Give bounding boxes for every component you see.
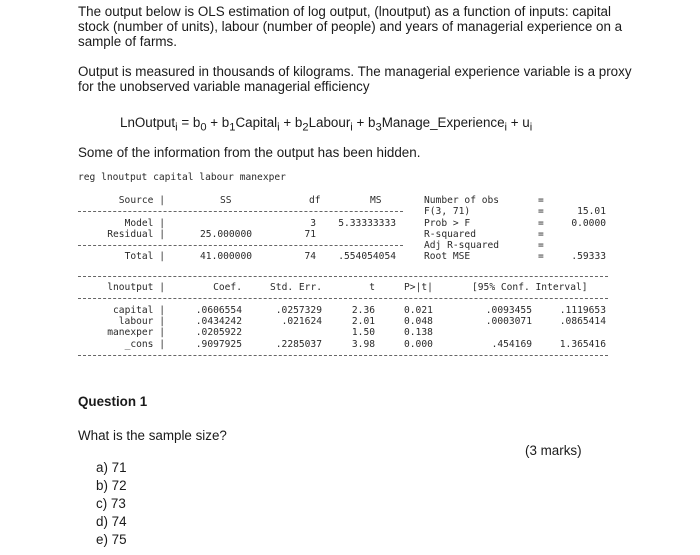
fit-value: .59333: [571, 251, 606, 263]
fit-label: Number of obs: [424, 195, 500, 206]
answer-option-a[interactable]: a) 71: [96, 460, 127, 475]
answer-option-e[interactable]: e) 75: [96, 532, 127, 547]
answer-option-b[interactable]: b) 72: [96, 478, 127, 493]
coef-value: .0434242: [195, 315, 242, 327]
anova-header-row: [78, 195, 638, 206]
t-value: 3.98: [351, 338, 375, 350]
fit-eq: =: [538, 195, 544, 206]
anova-ms: .554054054: [338, 251, 396, 263]
fit-value: 0.0000: [571, 217, 606, 229]
p-value: 0.000: [404, 338, 433, 350]
coef-value: .0205922: [195, 327, 242, 339]
equation-term: Labour: [308, 115, 351, 130]
stata-command: reg lnoutput capital labour manexper: [78, 172, 286, 183]
se-value: .021624: [281, 315, 322, 327]
equation-sub: i: [350, 121, 353, 134]
equation-sub: 0: [200, 121, 207, 134]
table-divider: [78, 245, 403, 246]
ci-low: .0093455: [485, 304, 532, 316]
question-title: Question 1: [78, 394, 148, 409]
anova-separator-row: [78, 206, 638, 217]
coef-row: [78, 339, 638, 350]
equation-sub: 2: [302, 121, 309, 134]
t-value: 2.36: [351, 304, 375, 316]
anova-residual-row: [78, 229, 638, 240]
se-header: Std. Err.: [270, 282, 322, 294]
equation-term: + b: [206, 115, 230, 130]
equation-sub: i: [504, 121, 508, 134]
coef-var: manexper |: [107, 327, 165, 339]
ms-header: MS: [370, 195, 382, 206]
coef-var: _cons |: [124, 338, 165, 350]
coef-value: .9097925: [195, 338, 242, 350]
coef-header: Coef.: [213, 282, 242, 294]
fit-label: F(3, 71): [424, 206, 471, 218]
intro-paragraph: The output below is OLS estimation of log output, (lnoutput) as a function of inputs: capital stock (number of units), labour (number of people) and years of managerial experience on a sample of farms.: [78, 4, 623, 49]
t-value: 2.01: [351, 315, 375, 327]
hidden-info-note: Some of the information from the output has been hidden.: [78, 145, 421, 160]
coef-header-rule: [78, 293, 638, 304]
ci-low: .454169: [491, 338, 532, 350]
p-header: P>|t|: [404, 282, 433, 294]
fit-eq: =: [538, 251, 544, 263]
t-value: 1.50: [351, 327, 375, 339]
equation-term: Capital: [235, 115, 278, 130]
coef-bottom-rule: [78, 350, 638, 361]
coef-value: .0606554: [195, 304, 242, 316]
equation-term: = b: [181, 115, 201, 130]
coef-header-row: [78, 282, 638, 293]
fit-eq: =: [538, 240, 544, 252]
table-divider: [78, 276, 608, 277]
ci-low: .0003071: [485, 315, 532, 327]
question-marks: (3 marks): [525, 443, 582, 458]
table-divider: [78, 355, 608, 356]
t-header: t: [369, 282, 375, 294]
answer-options: [96, 459, 127, 549]
fit-label: R-squared: [424, 228, 476, 240]
anova-separator-row: [78, 240, 638, 251]
anova-model-row: [78, 218, 638, 229]
fit-label: Adj R-squared: [424, 240, 500, 252]
anova-df: 74: [304, 251, 316, 263]
equation-sub: 3: [375, 121, 382, 134]
measurement-paragraph: Output is measured in thousands of kilograms. The managerial experience variable is a proxy for the unobserved variable managerial efficiency: [78, 64, 632, 94]
coef-var: capital |: [113, 304, 165, 316]
equation-sub: i: [529, 121, 533, 134]
table-divider: [78, 211, 403, 212]
se-value: .2285037: [275, 338, 322, 350]
fit-label: Prob > F: [424, 217, 471, 229]
equation-term: + b: [352, 115, 376, 130]
coef-var: labour |: [118, 315, 165, 327]
fit-eq: =: [538, 206, 544, 218]
regression-equation: [120, 115, 532, 134]
anova-ms: 5.33333333: [338, 217, 396, 229]
anova-ss: 41.000000: [200, 251, 252, 263]
ci-header: [95% Conf. Interval]: [472, 282, 588, 294]
df-header: df: [309, 195, 321, 206]
ci-high: 1.365416: [559, 338, 606, 350]
table-divider: [78, 298, 608, 299]
anova-df: 71: [304, 228, 316, 240]
anova-df: 3: [310, 217, 316, 229]
source-header: Source |: [118, 195, 165, 206]
fit-label: Root MSE: [424, 251, 471, 263]
anova-label: Model |: [124, 217, 165, 229]
coef-row: [78, 316, 638, 327]
regression-output: [78, 195, 638, 361]
anova-label: Residual |: [107, 228, 165, 240]
question-text: What is the sample size?: [78, 428, 227, 443]
equation-sub: 1: [229, 121, 236, 134]
fit-eq: =: [538, 228, 544, 240]
fit-value: 15.01: [577, 206, 606, 218]
se-value: .0257329: [275, 304, 322, 316]
ci-high: .1119653: [559, 304, 606, 316]
coef-row: [78, 327, 638, 338]
anova-label: Total |: [124, 251, 165, 263]
fit-eq: =: [538, 217, 544, 229]
equation-term: Manage_Experience: [381, 115, 505, 130]
ss-header: SS: [220, 195, 232, 206]
p-value: 0.021: [404, 304, 433, 316]
p-value: 0.048: [404, 315, 433, 327]
anova-total-row: [78, 251, 638, 262]
p-value: 0.138: [404, 327, 433, 339]
equation-term: + b: [279, 115, 303, 130]
coef-row: [78, 305, 638, 316]
anova-ss: 25.000000: [200, 228, 252, 240]
ci-high: .0865414: [559, 315, 606, 327]
equation-sub: i: [175, 121, 178, 134]
equation-lhs: LnOutput: [120, 115, 176, 130]
coef-var-header: lnoutput |: [107, 282, 165, 294]
answer-option-d[interactable]: d) 74: [96, 514, 127, 529]
equation-term: + u: [507, 115, 530, 130]
answer-option-c[interactable]: c) 73: [96, 496, 126, 511]
equation-sub: i: [277, 121, 280, 134]
coef-top-rule: [78, 271, 638, 282]
